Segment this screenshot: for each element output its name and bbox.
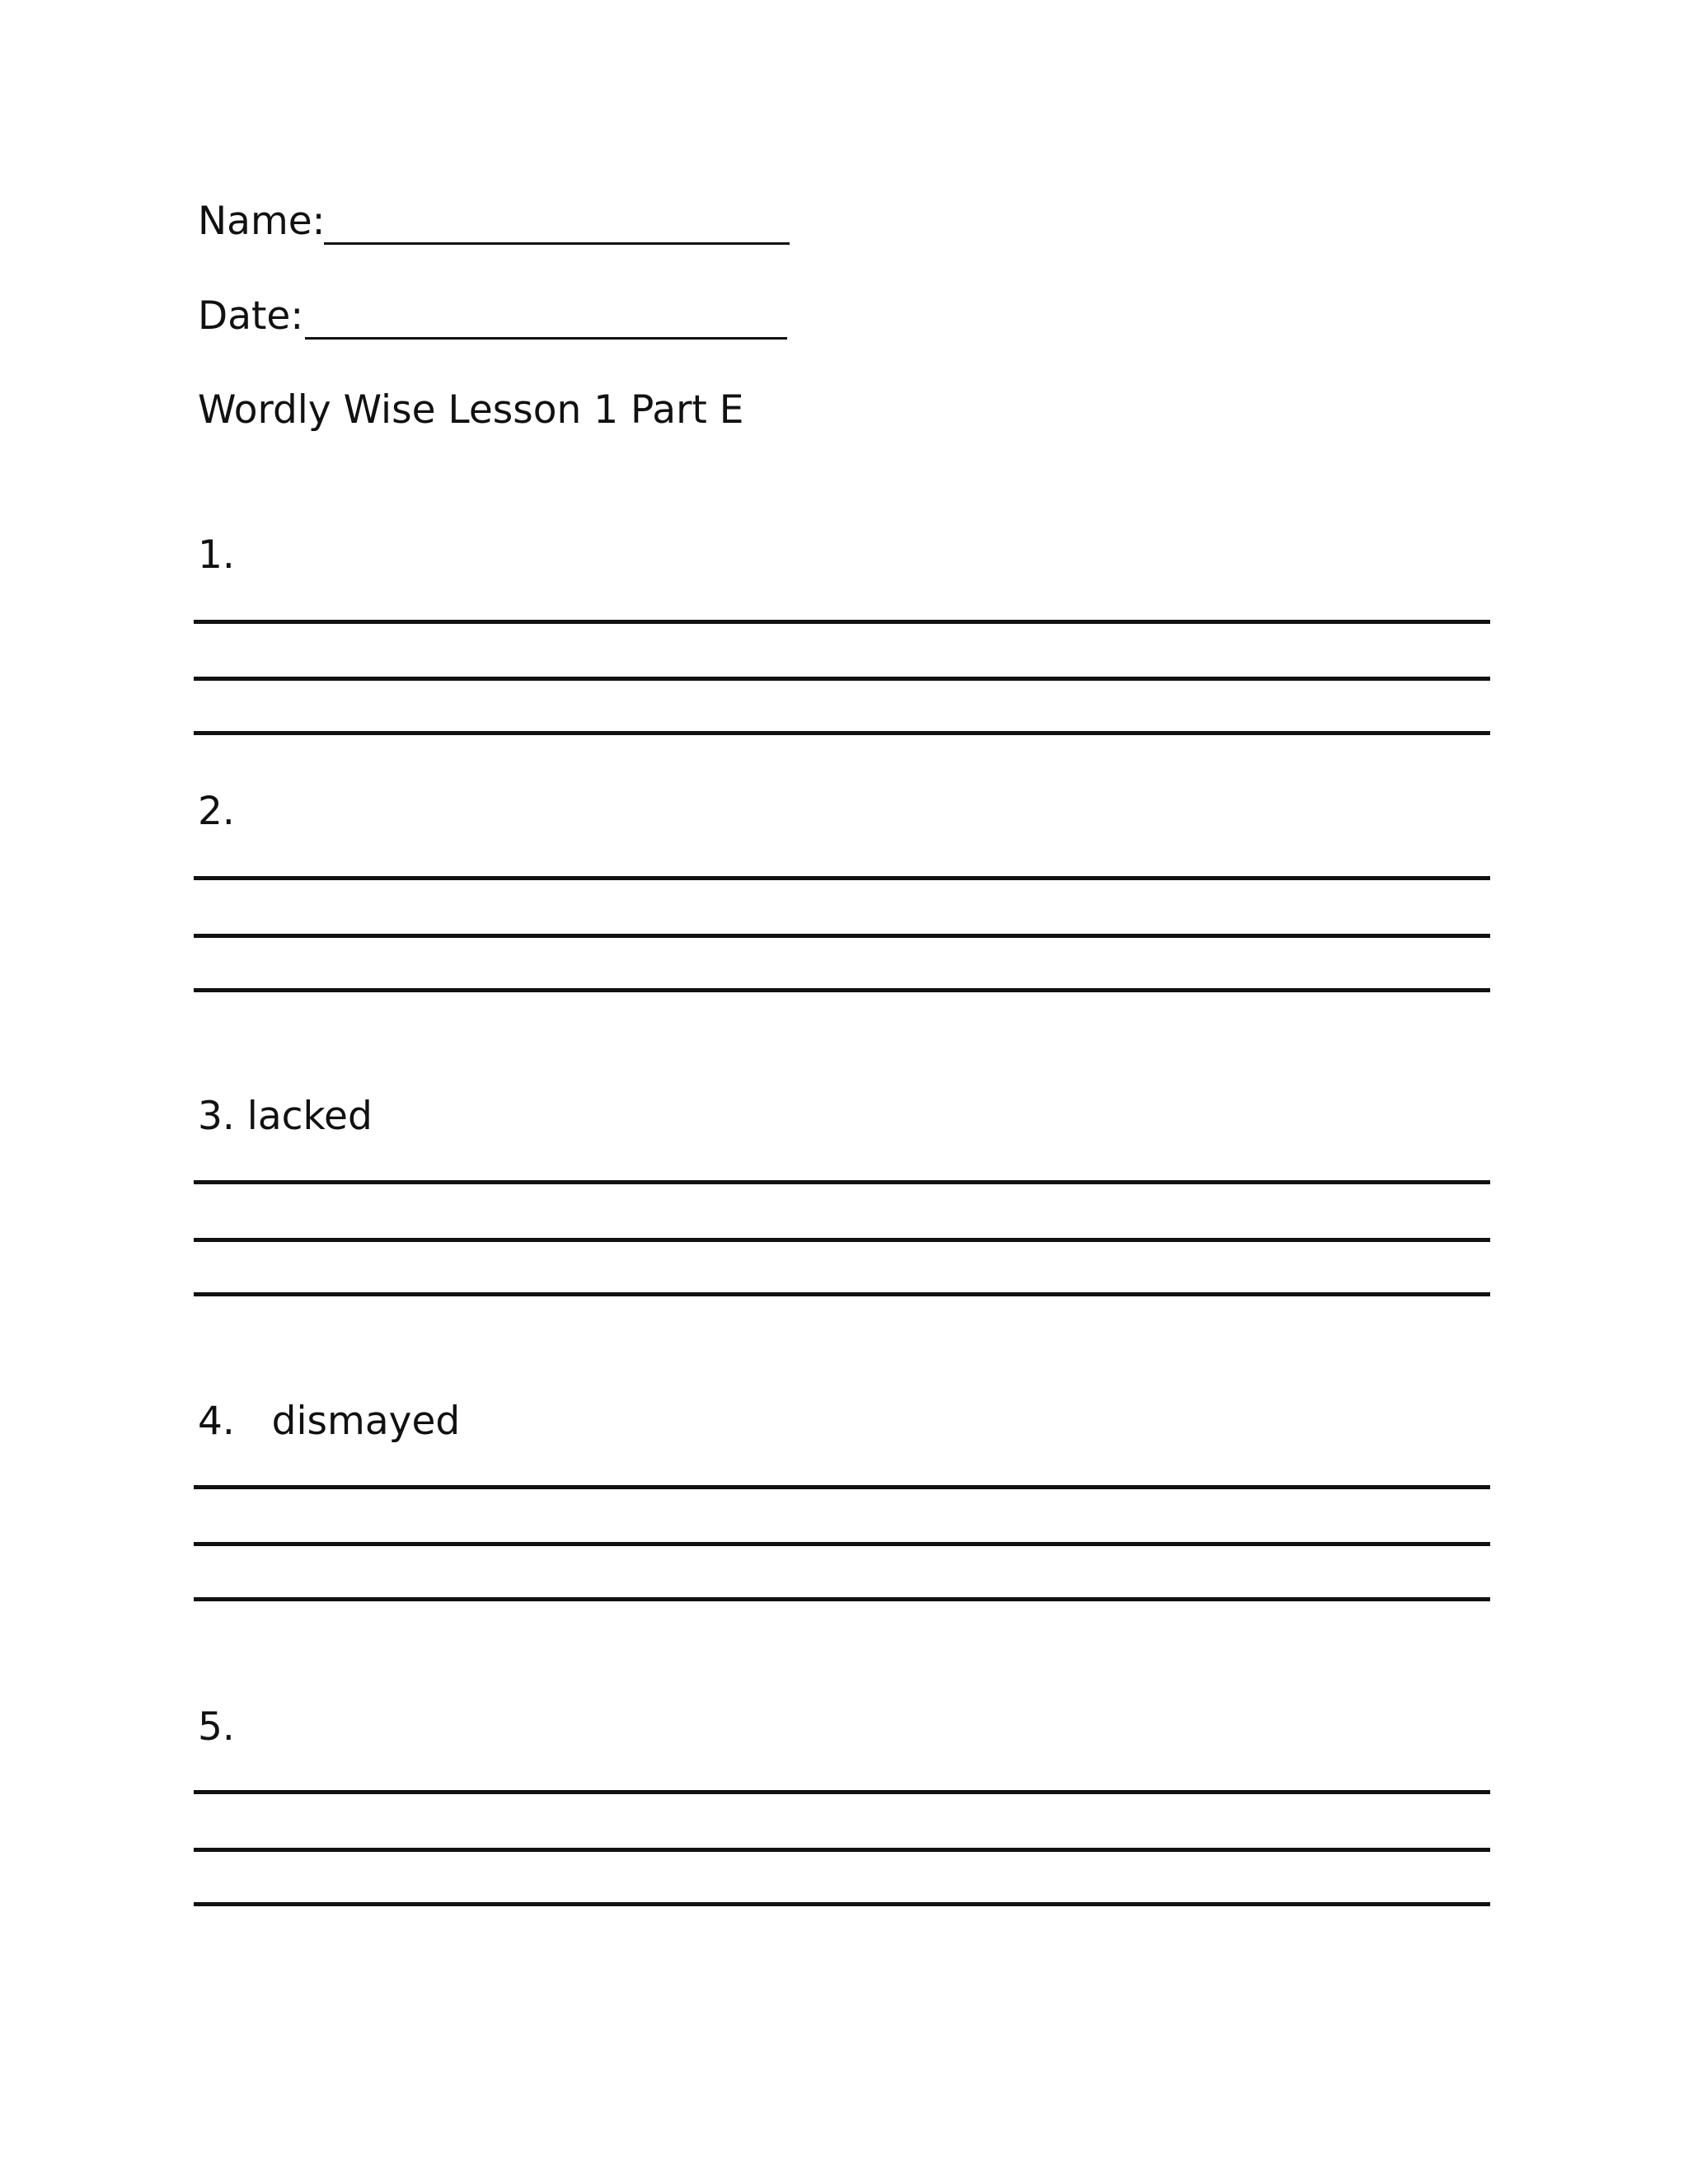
answer-line[interactable] xyxy=(194,988,1490,992)
date-field[interactable] xyxy=(305,337,787,340)
answer-line[interactable] xyxy=(194,1485,1490,1489)
answer-line[interactable] xyxy=(194,1238,1490,1242)
answer-line[interactable] xyxy=(194,1292,1490,1296)
answer-line[interactable] xyxy=(194,731,1490,735)
date-label: Date: xyxy=(198,293,304,339)
name-field[interactable] xyxy=(324,242,790,245)
answer-line[interactable] xyxy=(194,1902,1490,1906)
question-5-label: 5. xyxy=(198,1704,235,1750)
question-1-label: 1. xyxy=(198,532,235,578)
answer-line[interactable] xyxy=(194,620,1490,624)
answer-line[interactable] xyxy=(194,1180,1490,1184)
lesson-title: Wordly Wise Lesson 1 Part E xyxy=(198,387,744,433)
answer-line[interactable] xyxy=(194,876,1490,880)
answer-line[interactable] xyxy=(194,1542,1490,1546)
answer-line[interactable] xyxy=(194,934,1490,938)
question-4-label: 4. dismayed xyxy=(198,1399,461,1444)
answer-line[interactable] xyxy=(194,1848,1490,1852)
answer-line[interactable] xyxy=(194,1790,1490,1794)
answer-line[interactable] xyxy=(194,677,1490,681)
question-3-label: 3. lacked xyxy=(198,1094,373,1139)
name-label: Name: xyxy=(198,199,326,244)
answer-line[interactable] xyxy=(194,1597,1490,1601)
question-2-label: 2. xyxy=(198,789,235,834)
